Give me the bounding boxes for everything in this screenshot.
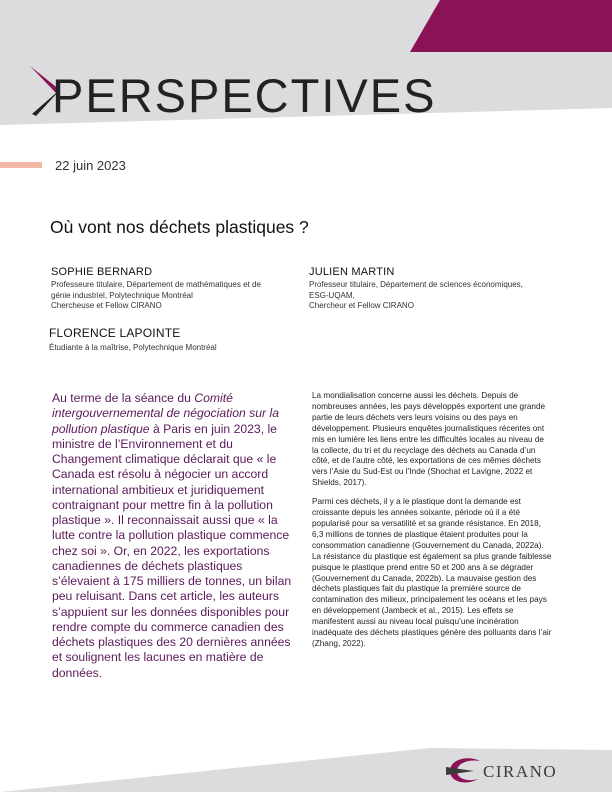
body-paragraph: La mondialisation concerne aussi les déchets. Depuis de nombreuses années, les pays développés exportent une grande partie de leurs déchets vers leurs voisins ou des pays en développement. Plusieurs enquêtes journalistiques récentes ont mis en lumière les liens entre les difficultés locales au niveau de la collecte, du tri et du recyclage des déchets au Canada d’un côté, et de l’autre côté, les exportations de ces mêmes déchets vers l’Asie du Sud-Est ou l’Inde (Shochat et Lavigne, 2022 et Shields, 2017). <box>312 391 546 488</box>
article-title: Où vont nos déchets plastiques ? <box>50 217 309 237</box>
author-block <box>49 326 217 354</box>
accent-bar <box>0 162 42 168</box>
intro-paragraph: Au terme de la séance du Comité intergouvernemental de négociation sur la pollution plastique à Paris en juin 2023, le ministre de l’Environnement et du Changement climatique déclarait que « le Canada est résolu à négocier un accord international ambitieux et juridiquement contraignant pour mettre fin à la pollution plastique ». Il reconnaissait aussi que « la lutte contre la pollution plastique commence chez soi ». Or, en 2022, les exportations canadiennes de déchets plastiques s’élevaient à 175 milliers de tonnes, un bilan peu reluisant. Dans cet article, les auteurs s’appuient sur les données disponibles pour rendre compte du commerce canadien des déchets plastiques des 20 dernières années et soulignent les lacunes en matière de données. <box>52 391 292 680</box>
author-name: FLORENCE LAPOINTE <box>49 326 181 340</box>
author-affiliation: Professeure titulaire, Département de mathématiques et de génie industriel, Polytechnique Montréal Chercheuse et Fellow CIRANO <box>51 280 261 311</box>
publication-date: 22 juin 2023 <box>55 158 126 173</box>
author-block <box>309 266 523 312</box>
cirano-logo: CIRANO <box>483 762 558 781</box>
author-affiliation: Étudiante à la maîtrise, Polytechnique Montréal <box>49 343 217 352</box>
author-affiliation: Professeur titulaire, Département de sciences économiques, ESG-UQAM, Chercheur et Fellow CIRANO <box>309 280 523 311</box>
author-name: SOPHIE BERNARD <box>51 266 153 278</box>
body-paragraph: Parmi ces déchets, il y a le plastique dont la demande est croissante depuis les années soixante, période où il a été popularisé pour sa versatilité et sa grande résistance. En 2018, 6,3 millions de tonnes de plastique étaient produites pour la consommation canadienne (Gouvernement du Canada, 2022a). La résistance du plastique est également sa plus grande faiblesse puisque le plastique prend entre 50 et 200 ans à se dégrader (Gouvernement du Canada, 2022b). La mauvaise gestion des déchets plastiques fait du plastique la première source de contamination des milieux, principalement les océans et les pays en développement (Jambeck et al., 2015). Les effets se manifestent aussi au niveau local puisqu’une incinération inadéquate des déchets plastiques génère des polluants dans l’air (Zhang, 2022). <box>312 497 552 648</box>
author-name: JULIEN MARTIN <box>309 266 395 278</box>
author-block <box>51 266 261 312</box>
committee-name: Comité intergouvernemental de négociation sur la pollution plastique <box>52 391 279 436</box>
header-accent-shape <box>410 0 612 52</box>
body-column <box>312 391 552 658</box>
brand-title: PERSPECTIVES <box>52 69 437 122</box>
cirano-swoosh-icon <box>444 756 484 786</box>
